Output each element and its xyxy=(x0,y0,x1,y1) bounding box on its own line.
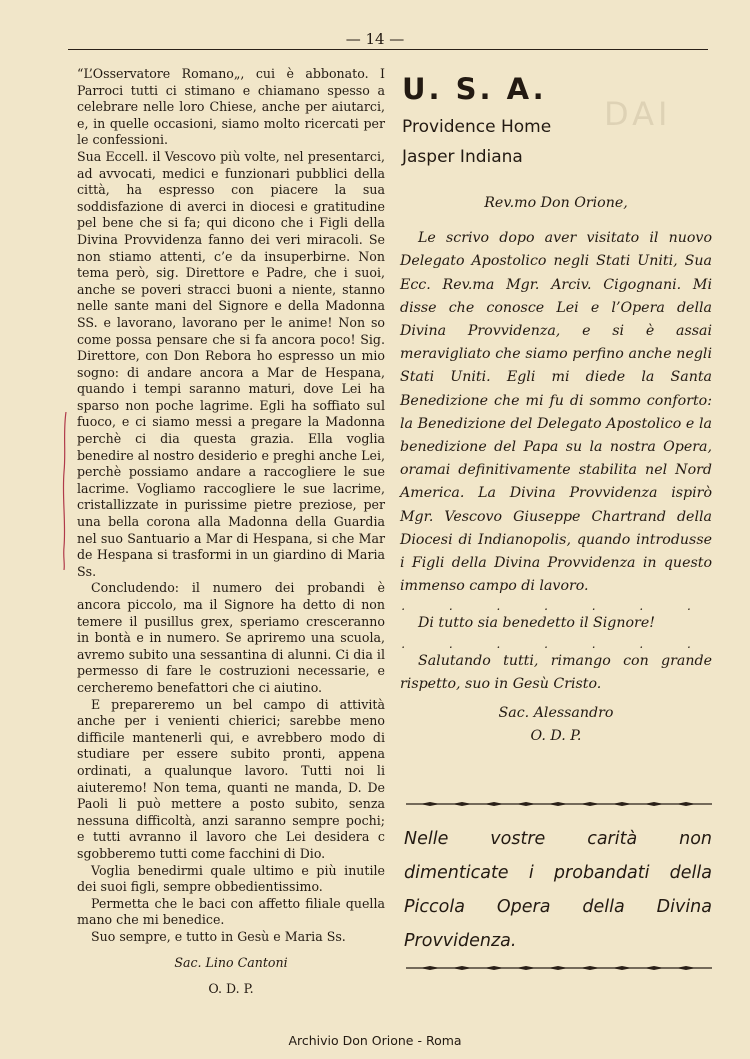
right-signature: Sac. Alessandro xyxy=(498,705,614,722)
ellipsis-dots: . . . . . . . xyxy=(401,637,711,650)
decorative-rule-bottom xyxy=(406,965,712,971)
ellipsis-dots: . . . . . . . xyxy=(401,600,711,613)
house-heading: Providence Home xyxy=(402,117,552,137)
right-signature-order: O. D. P. xyxy=(530,728,582,745)
left-paragraph: Suo sempre, e tutto in Gesù e Maria Ss. xyxy=(91,928,346,944)
left-column xyxy=(77,66,385,998)
letter-closing: Salutando tutti, rimango con grande rispetto, suo in Gesù Cristo. xyxy=(400,652,712,692)
letter-body: Le scrivo dopo aver visitato il nuovo Delegato Apostolico negli Stati Uniti, Sua Ecc. Rev.ma Mgr. Arciv. Cigognani. Mi disse che conosce Lei e l’Opera della Divina Provvidenza, e si è assai meravigliato che siamo perfino anche negli Stati Uniti. Egli mi diede la Santa Benedizione che mi fu di sommo conforto: la Benedizione del Delegato Apostolico e la benedizione del Papa su la nostra Opera, oramai definitivamente stabilita nel Nord America. La Divina Provvidenza ispirò Mgr. Vescovo Giuseppe Chartrand della Diocesi di Indianopolis, quando introdusse i Figli della Divina Provvidenza in questo immenso campo di lavoro. xyxy=(400,230,712,595)
appeal-notice: Nelle vostre carità non dimenticate i probandati della Piccola Opera della Divina Provvidenza. xyxy=(404,829,712,951)
place-heading: Jasper Indiana xyxy=(402,147,523,167)
page-number: — 14 — xyxy=(345,30,405,48)
country-heading: U. S. A. xyxy=(402,72,547,106)
left-paragraph: “L’Osservatore Romano„, cui è abbonato. I Parroci tutti ci stimano e chiamano spesso a celebrare nelle loro Chiese, anche per aiutarci, e, in quelle occasioni, siamo molto ricercati per le confessioni. xyxy=(77,66,385,148)
top-rule xyxy=(68,49,708,50)
left-signature-order: O. D. P. xyxy=(208,981,254,997)
left-paragraph: Concludendo: il numero dei probandi è ancora piccolo, ma il Signore ha detto di non temere il pusillus grex, speriamo cresceranno in bontà e in numero. Se apriremo una scuola, avremo subito una sessantina di alunni. Ci dia il permesso di fare le costruzioni necessarie, e cercheremo benefattori che ci aiutino. xyxy=(77,580,385,695)
left-paragraph: E prepareremo un bel campo di attività anche per i venienti chierici; sarebbe meno difficile mantenerli qui, e avrebbero modo di studiare per essere subito pronti, appena ordinati, a qualunque lavoro. Tutti noi li aiuteremo! Non tema, quanti ne manda, D. De Paoli li può mettere a posto subito, senza nessuna difficoltà, anzi saranno sempre pochi; e tutti avranno il lavoro che Lei desidera c sgobberemo tutti come facchini di Dio. xyxy=(77,696,385,861)
letter-salutation: Rev.mo Don Orione, xyxy=(484,195,628,211)
left-paragraph: Permetta che le baci con affetto filiale quella mano che mi benedice. xyxy=(77,895,385,928)
left-signature: Sac. Lino Cantoni xyxy=(174,955,288,971)
archive-footer: Archivio Don Orione - Roma xyxy=(288,1033,462,1048)
left-paragraph: Voglia benedirmi quale ultimo e più inutile dei suoi figli, sempre obbedientissimo. xyxy=(77,862,385,895)
right-column xyxy=(400,66,712,748)
decorative-rule-top xyxy=(406,801,712,807)
bleed-through-mark: DAI xyxy=(604,95,672,133)
margin-pen-mark xyxy=(60,412,70,570)
letter-blessing: Di tutto sia benedetto il Signore! xyxy=(418,615,655,632)
left-paragraph: Sua Eccell. il Vescovo più volte, nel presentarci, ad avvocati, medici e funzionari pubblici della città, ha espresso con piacere la sua soddisfazione di averci in diocesi e gratitudine pel bene che si fa; qui dicono che i Figli della Divina Provvidenza fanno dei veri miracoli. Se non stiamo attenti, c’e da insuperbirne. Non tema però, sig. Direttore e Padre, che i suoi, anche se poveri stracci buoni a niente, stanno nelle sante mani del Signore e della Madonna SS. e lavorano, lavorano per le anime! Non so come possa pensare che si fa ancora poco! Sig. Direttore, con Don Rebora ho espresso un mio sogno: di andare ancora a Mar de Hespana, quando i tempi saranno maturi, dove Lei ha sparso non poche lagrime. Egli ha soffiato sul fuoco, e ci siamo messi a pregare la Madonna perchè ci dia questa grazia. Ella voglia benedire al nostro desiderio e preghi anche Lei, perchè possiamo andare a raccogliere le sue lacrime. Vogliamo raccogliere le sue lacrime, cristallizzate in purissime pietre preziose, per una bella corona alla Madonna della Guardia nel suo Santuario a Mar di Hespana, si che Mar de Hespana si trasformi in un giardino di Maria Ss. xyxy=(77,148,385,579)
